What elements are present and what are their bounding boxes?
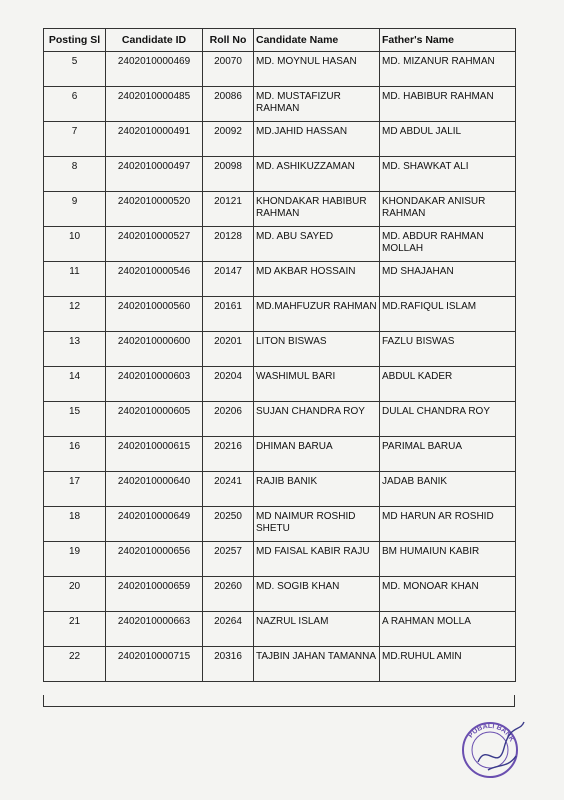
cell-candidate-name: TAJBIN JAHAN TAMANNA — [254, 647, 380, 682]
table-row — [44, 332, 516, 367]
cell-candidate-id: 2402010000656 — [106, 542, 203, 577]
cell-fathers-name: PARIMAL BARUA — [380, 437, 516, 472]
cell-posting-sl: 10 — [44, 227, 106, 262]
table-row — [44, 472, 516, 507]
cell-candidate-id: 2402010000603 — [106, 367, 203, 402]
cell-fathers-name: FAZLU BISWAS — [380, 332, 516, 367]
cell-candidate-name: MD. MUSTAFIZUR RAHMAN — [254, 87, 380, 122]
cell-roll-no: 20257 — [203, 542, 254, 577]
cell-posting-sl: 13 — [44, 332, 106, 367]
cell-candidate-name: MD.MAHFUZUR RAHMAN — [254, 297, 380, 332]
cell-candidate-id: 2402010000491 — [106, 122, 203, 157]
table-row — [44, 227, 516, 262]
cell-fathers-name: MD ABDUL JALIL — [380, 122, 516, 157]
table-header-row — [44, 29, 516, 52]
cell-fathers-name: A RAHMAN MOLLA — [380, 612, 516, 647]
header-fathers-name: Father's Name — [380, 29, 516, 52]
cell-candidate-id: 2402010000615 — [106, 437, 203, 472]
cell-candidate-id: 2402010000659 — [106, 577, 203, 612]
cell-fathers-name: MD HARUN AR ROSHID — [380, 507, 516, 542]
cell-fathers-name: MD. HABIBUR RAHMAN — [380, 87, 516, 122]
cell-posting-sl: 20 — [44, 577, 106, 612]
cell-roll-no: 20070 — [203, 52, 254, 87]
cell-roll-no: 20098 — [203, 157, 254, 192]
cell-candidate-id: 2402010000715 — [106, 647, 203, 682]
cell-fathers-name: DULAL CHANDRA ROY — [380, 402, 516, 437]
cell-roll-no: 20241 — [203, 472, 254, 507]
cell-candidate-id: 2402010000527 — [106, 227, 203, 262]
cell-candidate-id: 2402010000546 — [106, 262, 203, 297]
cell-roll-no: 20316 — [203, 647, 254, 682]
cell-posting-sl: 11 — [44, 262, 106, 297]
header-candidate-id: Candidate ID — [106, 29, 203, 52]
table-row — [44, 577, 516, 612]
cell-posting-sl: 22 — [44, 647, 106, 682]
cell-roll-no: 20250 — [203, 507, 254, 542]
cell-posting-sl: 14 — [44, 367, 106, 402]
header-roll-no: Roll No — [203, 29, 254, 52]
cell-roll-no: 20264 — [203, 612, 254, 647]
cell-candidate-name: WASHIMUL BARI — [254, 367, 380, 402]
table-footer-space — [43, 695, 515, 707]
cell-roll-no: 20121 — [203, 192, 254, 227]
table-row — [44, 647, 516, 682]
table-row — [44, 297, 516, 332]
header-posting-sl: Posting Sl — [44, 29, 106, 52]
cell-roll-no: 20204 — [203, 367, 254, 402]
cell-fathers-name: KHONDAKAR ANISUR RAHMAN — [380, 192, 516, 227]
cell-roll-no: 20128 — [203, 227, 254, 262]
cell-posting-sl: 6 — [44, 87, 106, 122]
cell-candidate-id: 2402010000600 — [106, 332, 203, 367]
cell-fathers-name: ABDUL KADER — [380, 367, 516, 402]
cell-candidate-id: 2402010000485 — [106, 87, 203, 122]
cell-candidate-name: MD. ASHIKUZZAMAN — [254, 157, 380, 192]
cell-posting-sl: 19 — [44, 542, 106, 577]
cell-candidate-name: LITON BISWAS — [254, 332, 380, 367]
cell-fathers-name: MD. MONOAR KHAN — [380, 577, 516, 612]
table-row — [44, 52, 516, 87]
cell-posting-sl: 17 — [44, 472, 106, 507]
cell-roll-no: 20092 — [203, 122, 254, 157]
cell-posting-sl: 5 — [44, 52, 106, 87]
cell-candidate-name: MD. ABU SAYED — [254, 227, 380, 262]
cell-roll-no: 20201 — [203, 332, 254, 367]
cell-candidate-name: DHIMAN BARUA — [254, 437, 380, 472]
table-body — [44, 52, 516, 682]
bank-seal-stamp — [458, 712, 530, 784]
cell-candidate-name: MD.JAHID HASSAN — [254, 122, 380, 157]
cell-fathers-name: BM HUMAIUN KABIR — [380, 542, 516, 577]
cell-candidate-name: MD AKBAR HOSSAIN — [254, 262, 380, 297]
table-row — [44, 367, 516, 402]
table-row — [44, 402, 516, 437]
cell-candidate-id: 2402010000560 — [106, 297, 203, 332]
cell-posting-sl: 15 — [44, 402, 106, 437]
cell-candidate-name: MD. SOGIB KHAN — [254, 577, 380, 612]
table-row — [44, 437, 516, 472]
table-row — [44, 542, 516, 577]
table-row — [44, 157, 516, 192]
cell-roll-no: 20086 — [203, 87, 254, 122]
cell-candidate-name: MD NAIMUR ROSHID SHETU — [254, 507, 380, 542]
cell-fathers-name: MD.RUHUL AMIN — [380, 647, 516, 682]
cell-candidate-id: 2402010000605 — [106, 402, 203, 437]
table-row — [44, 507, 516, 542]
cell-posting-sl: 8 — [44, 157, 106, 192]
cell-candidate-id: 2402010000663 — [106, 612, 203, 647]
candidate-table — [43, 28, 516, 682]
cell-fathers-name: MD SHAJAHAN — [380, 262, 516, 297]
cell-posting-sl: 9 — [44, 192, 106, 227]
table-row — [44, 122, 516, 157]
seal-text: PUBALI BANK — [467, 722, 516, 744]
header-candidate-name: Candidate Name — [254, 29, 380, 52]
cell-roll-no: 20206 — [203, 402, 254, 437]
cell-roll-no: 20260 — [203, 577, 254, 612]
cell-posting-sl: 12 — [44, 297, 106, 332]
cell-candidate-id: 2402010000469 — [106, 52, 203, 87]
cell-candidate-id: 2402010000640 — [106, 472, 203, 507]
cell-candidate-name: RAJIB BANIK — [254, 472, 380, 507]
table-row — [44, 192, 516, 227]
cell-roll-no: 20216 — [203, 437, 254, 472]
cell-candidate-id: 2402010000649 — [106, 507, 203, 542]
table-row — [44, 87, 516, 122]
cell-candidate-name: MD. MOYNUL HASAN — [254, 52, 380, 87]
cell-candidate-name: SUJAN CHANDRA ROY — [254, 402, 380, 437]
cell-posting-sl: 16 — [44, 437, 106, 472]
cell-fathers-name: MD. SHAWKAT ALI — [380, 157, 516, 192]
cell-fathers-name: MD.RAFIQUL ISLAM — [380, 297, 516, 332]
cell-roll-no: 20161 — [203, 297, 254, 332]
cell-posting-sl: 18 — [44, 507, 106, 542]
cell-posting-sl: 21 — [44, 612, 106, 647]
cell-fathers-name: MD. MIZANUR RAHMAN — [380, 52, 516, 87]
cell-roll-no: 20147 — [203, 262, 254, 297]
table-row — [44, 612, 516, 647]
cell-fathers-name: JADAB BANIK — [380, 472, 516, 507]
table-row — [44, 262, 516, 297]
cell-candidate-name: KHONDAKAR HABIBUR RAHMAN — [254, 192, 380, 227]
cell-candidate-name: NAZRUL ISLAM — [254, 612, 380, 647]
cell-posting-sl: 7 — [44, 122, 106, 157]
cell-candidate-name: MD FAISAL KABIR RAJU — [254, 542, 380, 577]
cell-candidate-id: 2402010000497 — [106, 157, 203, 192]
cell-fathers-name: MD. ABDUR RAHMAN MOLLAH — [380, 227, 516, 262]
cell-candidate-id: 2402010000520 — [106, 192, 203, 227]
